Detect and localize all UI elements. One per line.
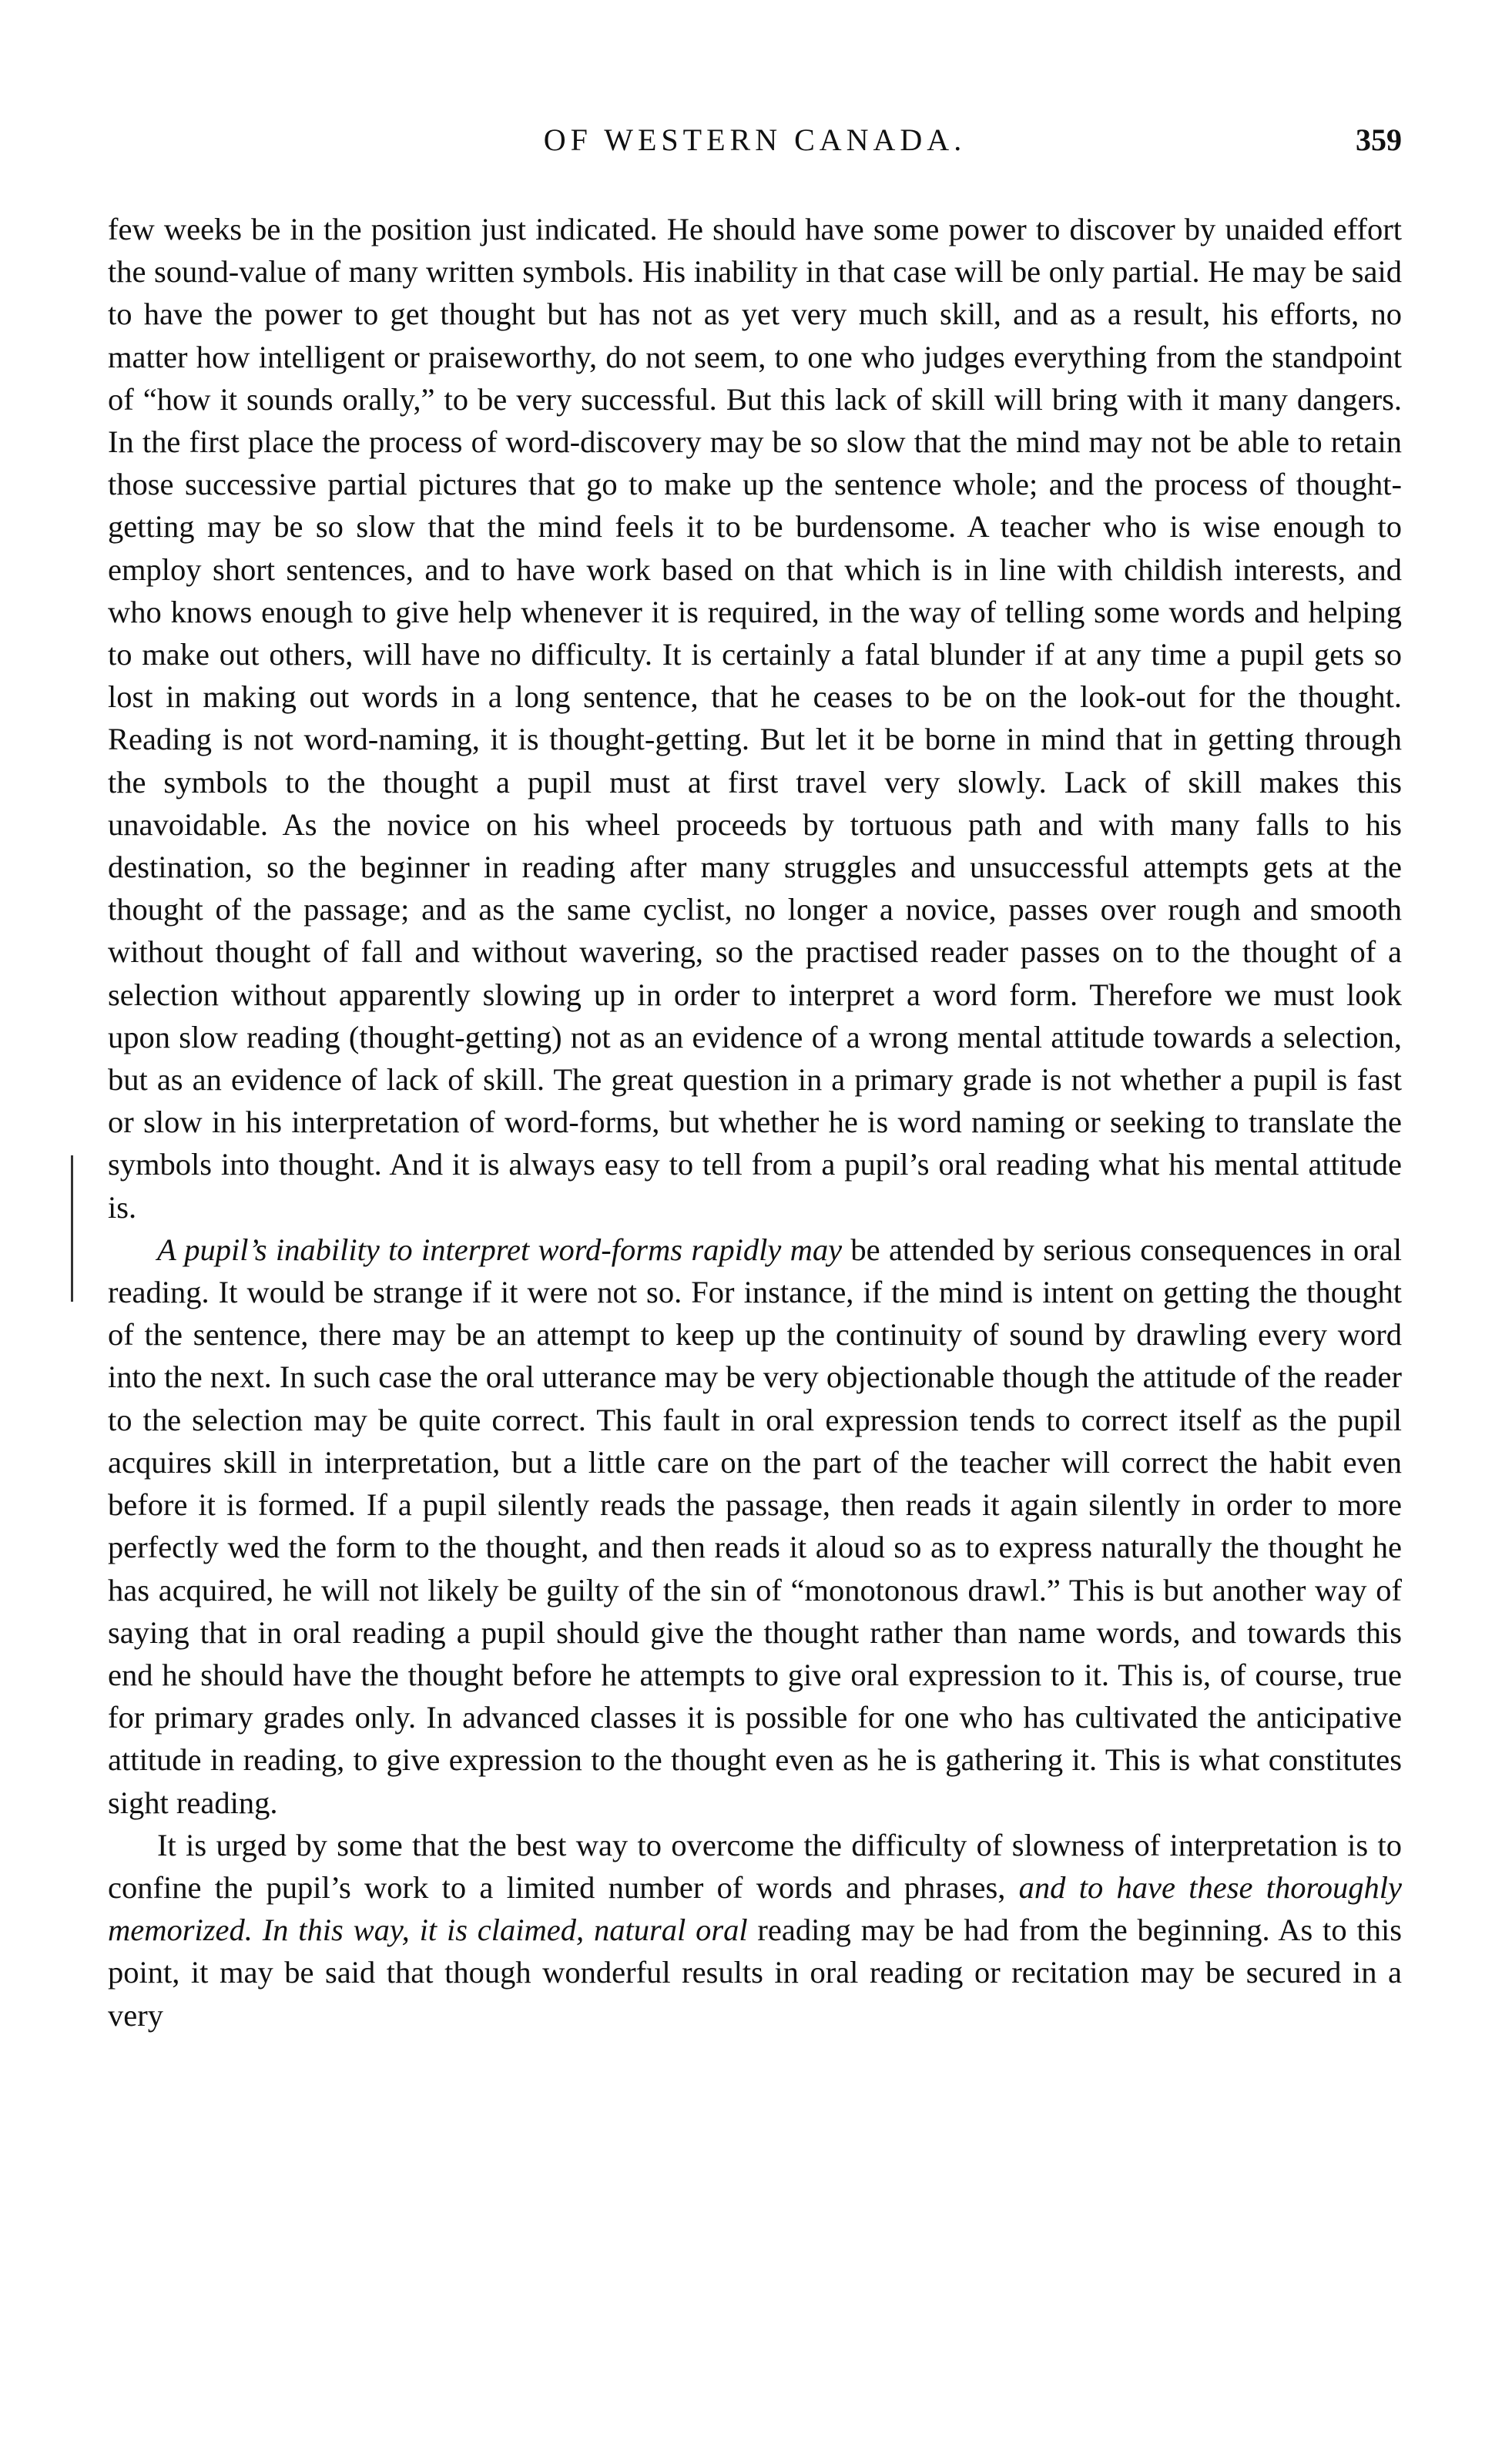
italic-text-run: and to have these thoroughly memorized. In this way, it is claimed, natural oral <box>108 1869 1402 1948</box>
body-text <box>108 208 1402 2037</box>
text-run: It is urged by some that the best way to overcome the difficulty of slowness of interpretation is to confine the pupil’s work to a limited number of words and phrases, <box>108 1827 1402 1905</box>
margin-pencil-mark <box>71 1155 82 1302</box>
paragraph <box>108 208 1402 1229</box>
paragraph <box>108 1229 1402 1824</box>
running-head-title: OF WESTERN CANADA. <box>543 122 967 157</box>
running-head <box>108 114 1402 176</box>
text-run: be attended by serious consequences in oral reading. It would be strange if it were not so. For instance, if the mind is intent on getting the thought of the sentence, there may be an attempt to keep up the continuity of sound by drawling every word into the next. In such case the oral utterance may be very objectionable though the attitude of the reader to the selection may be quite correct. This fault in oral expression tends to correct itself as the pupil acquires skill in interpretation, but a little care on the part of the teacher will correct the habit even before it is formed. If a pupil silently reads the passage, then reads it again silently in order to more perfectly wed the form to the thought, and then reads it aloud so as to express naturally the thought he has acquired, he will not likely be guilty of the sin of “monotonous drawl.” This is but another way of saying that in oral reading a pupil should give the thought rather than name words, and towards this end he should have the thought before he attempts to give oral expression to it. This is, of course, true for primary grades only. In advanced classes it is possible for one who has cultivated the anticipative attitude in reading, to give expression to the thought even as he is gathering it. This is what constitutes sight reading. <box>108 1232 1403 1820</box>
text-run: few weeks be in the position just indicated. He should have some power to discover by unaided effort the sound-value of many written symbols. His inability in that case will be only partial. He may be said to have the power to get thought but has not as yet very much skill, and as a result, his efforts, no matter how intelligent or praiseworthy, do not seem, to one who judges everything from the standpoint of “how it sounds orally,” to be very successful. But this lack of skill will bring with it many dangers. In the first place the process of word-discovery may be so slow that the mind may not be able to retain those successive partial pictures that go to make up the sentence whole; and the process of thought-getting may be so slow that the mind feels it to be burdensome. A teacher who is wise enough to employ short sentences, and to have work based on that which is in line with childish interests, and who knows enough to give help whenever it is required, in the way of telling some words and helping to make out others, will have no difficulty. It is certainly a fatal blunder if at any time a pupil gets so lost in making out words in a long sentence, that he ceases to be on the look-out for the thought. Reading is not word-naming, it is thought-getting. But let it be borne in mind that in getting through the symbols to the thought a pupil must at first travel very slowly. Lack of skill makes this unavoidable. As the novice on his wheel proceeds by tortuous path and with many falls to his destination, so the beginner in reading after many struggles and unsuccessful attempts gets at the thought of the passage; and as the same cyclist, no longer a novice, passes over rough and smooth without thought of fall and without wavering, so the practised reader passes on to the thought of a selection without apparently slowing up in order to interpret a word form. Therefore we must look upon slow reading (thought-getting) not as an evidence of a wrong mental attitude towards a selection, but as an evidence of lack of skill. The great question in a primary grade is not whether a pupil is fast or slow in his interpretation of word-forms, but whether he is word naming or seeking to translate the symbols into thought. And it is always easy to tell from a pupil’s oral reading what his mental attitude is. <box>108 212 1402 1225</box>
paragraph <box>108 1824 1402 2037</box>
text-run: reading may be had from the beginning. As to this point, it may be said that though wonderful results in oral reading or recitation may be secured in a very <box>108 1913 1402 2033</box>
italic-text-run: A pupil’s inability to interpret word-forms rapidly may <box>157 1232 843 1267</box>
page-number: 359 <box>1356 122 1402 157</box>
